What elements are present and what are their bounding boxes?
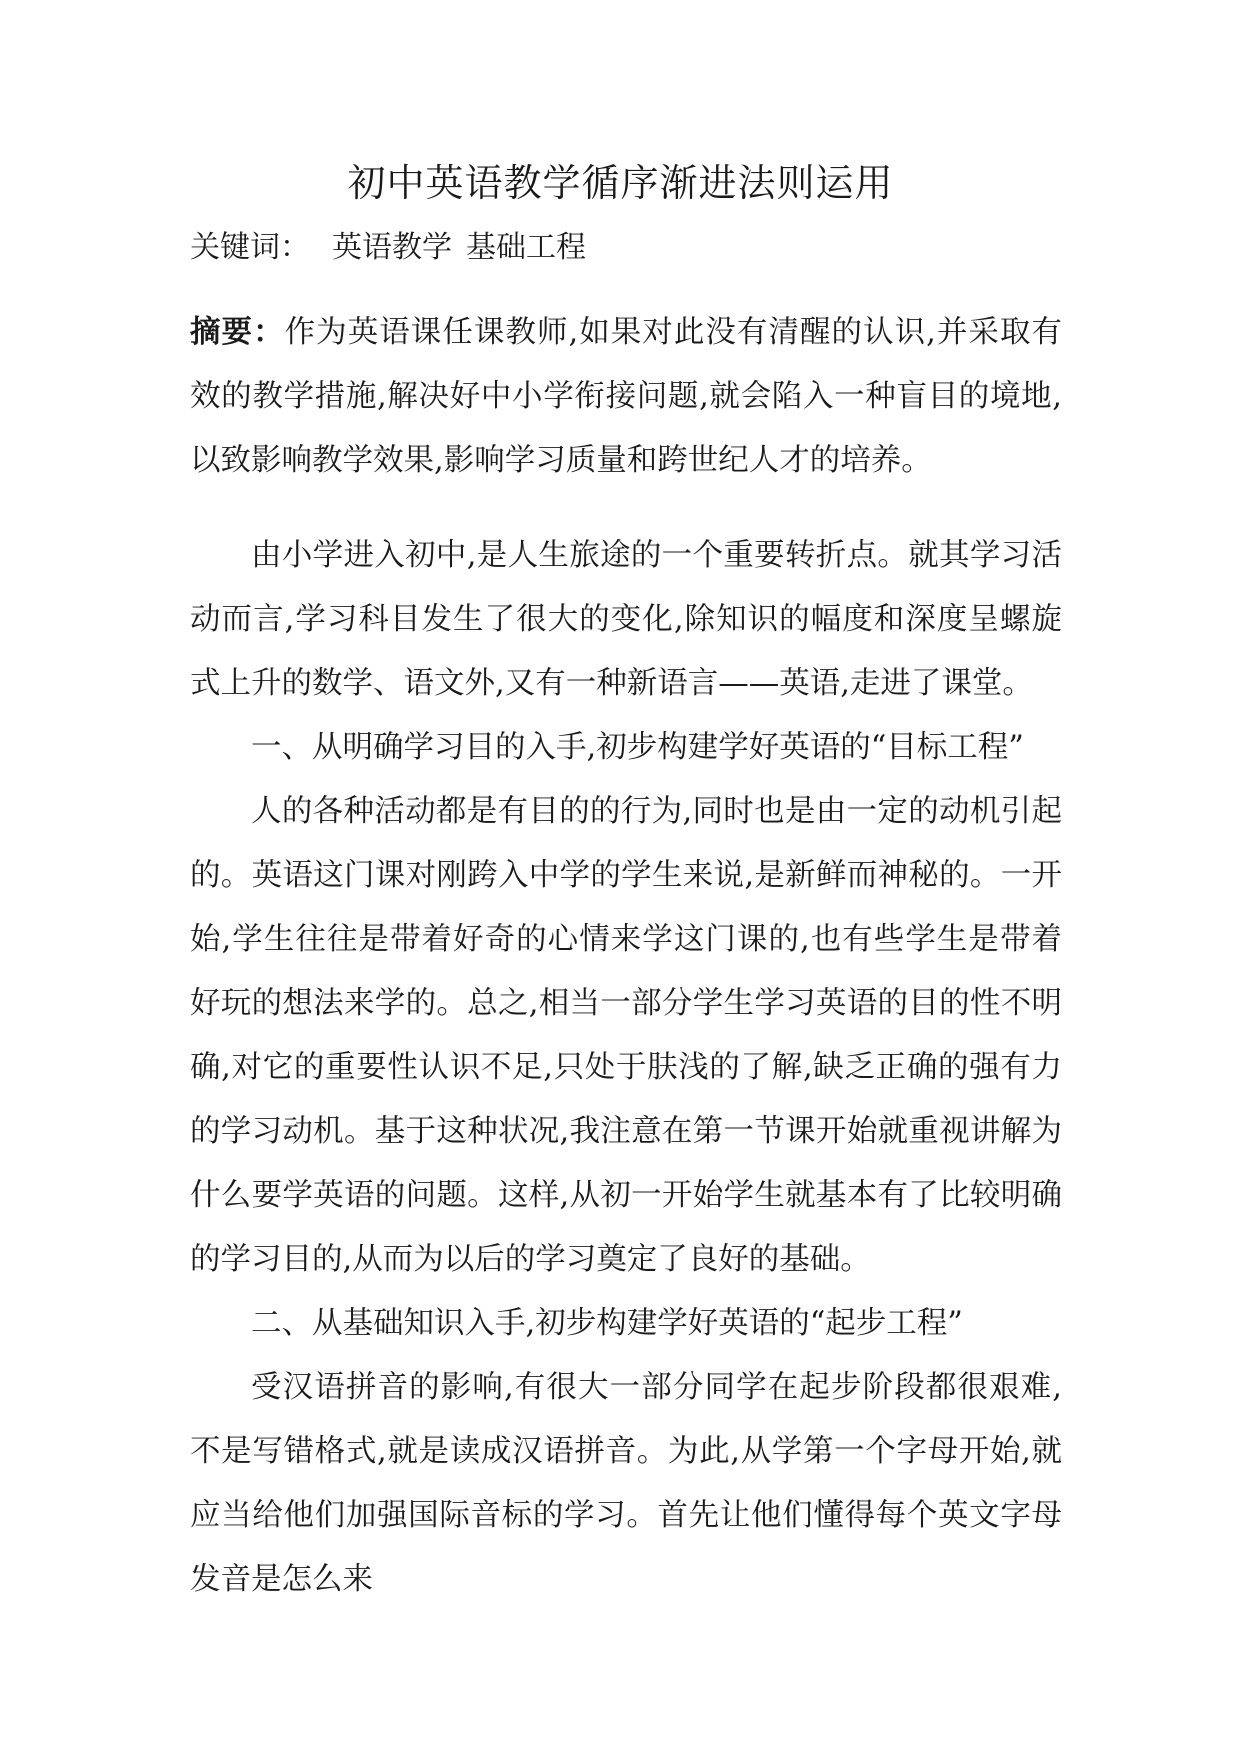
- keyword-item: 英语教学: [332, 230, 452, 265]
- section-heading: 二、从基础知识入手,初步构建学好英语的“起步工程”: [251, 1306, 963, 1341]
- document-title: 初中英语教学循序渐进法则运用: [347, 161, 894, 205]
- section-heading: 一、从明确学习目的入手,初步构建学好英语的“目标工程”: [251, 730, 1024, 765]
- body-text: [190, 524, 1062, 1612]
- body-paragraph: 人的各种活动都是有目的的行为,同时也是由一定的动机引起的。英语这门课对刚跨入中学的学生来说,是新鲜而神秘的。一开始,学生往往是带着好奇的心情来学这门课的,也有些学生是带着好玩的想法来学的。总之,相当一部分学生学习英语的目的性不明确,对它的重要性认识不足,只处于肤浅的了解,缺乏正确的强有力的学习动机。基于这种状况,我注意在第一节课开始就重视讲解为什么要学英语的问题。这样,从初一开始学生就基本有了比较明确的学习目的,从而为以后的学习奠定了良好的基础。: [190, 794, 1062, 1277]
- keywords-line: [190, 226, 586, 270]
- abstract: [190, 300, 1062, 493]
- body-paragraph: 受汉语拼音的影响,有很大一部分同学在起步阶段都很艰难,不是写错格式,就是读成汉语拼音。为此,从学第一个字母开始,就应当给他们加强国际音标的学习。首先让他们懂得每个英文字母发音是怎么来: [190, 1370, 1062, 1597]
- keywords-label: 关键词：: [190, 230, 310, 265]
- body-paragraph: 由小学进入初中,是人生旅途的一个重要转折点。就其学习活动而言,学习科目发生了很大的变化,除知识的幅度和深度呈螺旋式上升的数学、语文外,又有一种新语言——英语,走进了课堂。: [190, 538, 1062, 701]
- keyword-item: 基础工程: [466, 230, 586, 265]
- abstract-label: 摘要：: [190, 314, 285, 350]
- abstract-text: 作为英语课任课教师,如果对此没有清醒的认识,并采取有效的教学措施,解决好中小学衔接问题,就会陷入一种盲目的境地,以致影响教学效果,影响学习质量和跨世纪人才的培养。: [190, 315, 1063, 478]
